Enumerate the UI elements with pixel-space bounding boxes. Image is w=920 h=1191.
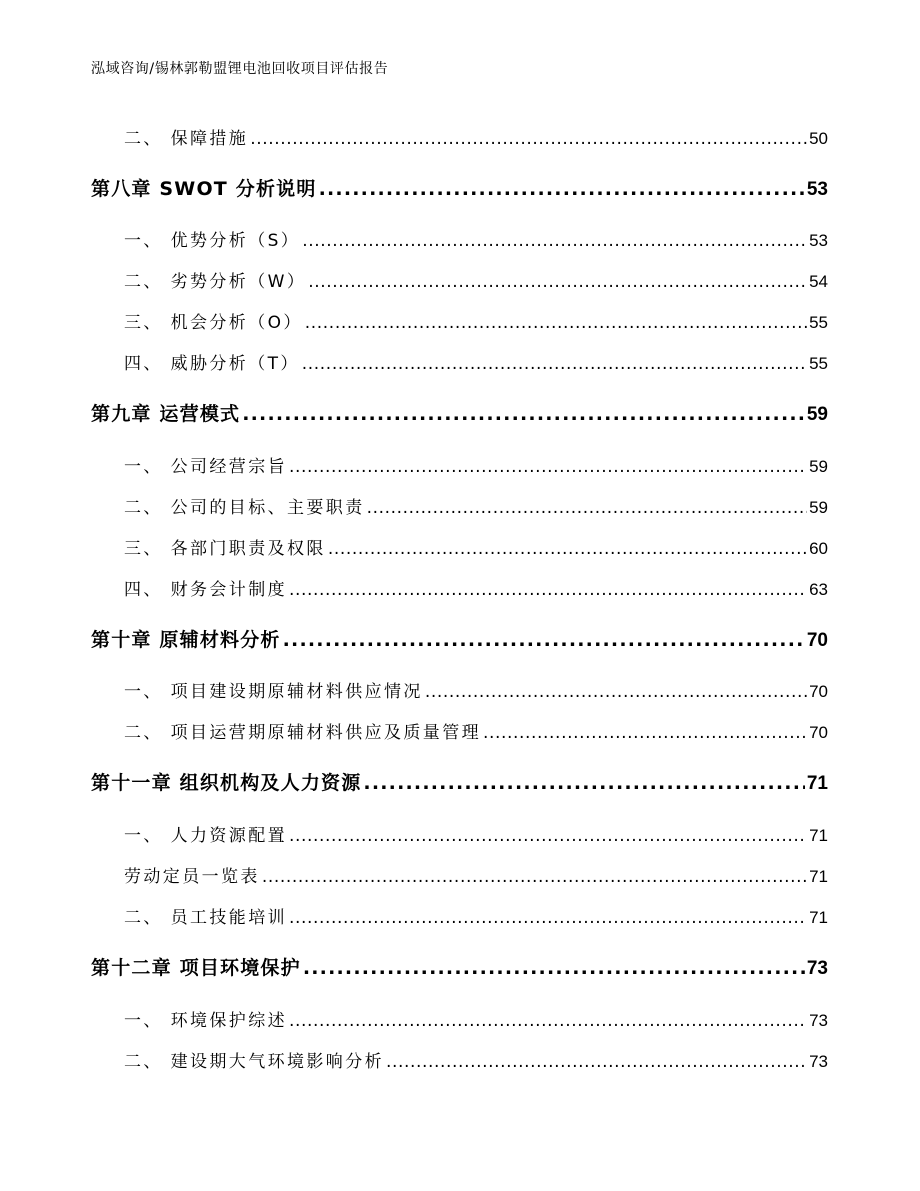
- toc-entry-title: 二、 建设期大气环境影响分析: [124, 1052, 385, 1072]
- toc-leader-dots: [483, 723, 807, 743]
- toc-entry[interactable]: [124, 452, 828, 477]
- toc-leader-dots: [302, 231, 807, 251]
- toc-leader-dots: [328, 539, 807, 559]
- toc-entry-page: 63: [809, 580, 828, 599]
- toc-leader-dots: [302, 354, 807, 374]
- toc-entry-title: 四、 财务会计制度: [124, 580, 288, 600]
- toc-chapter-entry[interactable]: [91, 399, 828, 426]
- toc-chapter-entry[interactable]: [91, 625, 828, 652]
- toc-leader-dots: [242, 403, 805, 425]
- toc-entry[interactable]: [124, 534, 828, 559]
- toc-entry-title: 二、 劣势分析（W）: [124, 272, 307, 292]
- toc-entry-title: 三、 机会分析（O）: [124, 313, 303, 333]
- toc-entry[interactable]: [124, 1006, 828, 1031]
- toc-chapter-entry[interactable]: [91, 768, 828, 795]
- toc-entry[interactable]: [124, 575, 828, 600]
- toc-leader-dots: [262, 867, 807, 887]
- toc-entry-page: 54: [809, 272, 828, 291]
- toc-entry[interactable]: [124, 718, 828, 743]
- toc-entry[interactable]: [124, 903, 828, 928]
- toc-chapter-title: 第十一章 组织机构及人力资源: [91, 772, 362, 794]
- toc-entry-title: 四、 威胁分析（T）: [124, 354, 300, 374]
- toc-leader-dots: [303, 957, 805, 979]
- toc-entry[interactable]: [124, 349, 828, 374]
- toc-leader-dots: [289, 1011, 807, 1031]
- toc-entry-title: 一、 环境保护综述: [124, 1011, 288, 1031]
- toc-chapter-entry[interactable]: [91, 953, 828, 980]
- toc-entry-page: 70: [809, 682, 828, 701]
- toc-chapter-title: 第九章 运营模式: [91, 403, 241, 425]
- toc-chapter-title: 第十二章 项目环境保护: [91, 957, 301, 979]
- toc-entry-page: 71: [809, 908, 828, 927]
- toc-leader-dots: [308, 272, 807, 292]
- toc-entry-title: 二、 项目运营期原辅材料供应及质量管理: [124, 723, 482, 743]
- toc-leader-dots: [425, 682, 807, 702]
- toc-entry-page: 60: [809, 539, 828, 558]
- toc-leader-dots: [386, 1052, 807, 1072]
- toc-entry-page: 53: [809, 231, 828, 250]
- toc-chapter-page: 71: [806, 773, 828, 794]
- toc-leader-dots: [289, 457, 807, 477]
- toc-chapter-page: 73: [806, 958, 828, 979]
- toc-chapter-title: 第十章 原辅材料分析: [91, 629, 281, 651]
- toc-entry[interactable]: [124, 1047, 828, 1072]
- toc-entry-page: 71: [809, 867, 828, 886]
- toc-entry-title: 劳动定员一览表: [124, 867, 260, 887]
- toc-leader-dots: [319, 178, 805, 200]
- toc-entry[interactable]: [124, 677, 828, 702]
- toc-entry[interactable]: [124, 308, 828, 333]
- toc-entry-page: 59: [809, 498, 828, 517]
- toc-entry-page: 71: [809, 826, 828, 845]
- toc-entry-page: 55: [809, 313, 828, 332]
- toc-entry-page: 73: [809, 1052, 828, 1071]
- toc-chapter-entry[interactable]: [91, 174, 828, 201]
- toc-chapter-page: 53: [806, 179, 828, 200]
- toc-entry-title: 三、 各部门职责及权限: [124, 539, 326, 559]
- toc-entry-title: 二、 保障措施: [124, 129, 249, 149]
- toc-leader-dots: [289, 826, 807, 846]
- toc-leader-dots: [367, 498, 807, 518]
- toc-leader-dots: [250, 129, 807, 149]
- toc-leader-dots: [305, 313, 807, 333]
- toc-entry-title: 二、 公司的目标、主要职责: [124, 498, 365, 518]
- toc-entry-title: 一、 优势分析（S）: [124, 231, 301, 251]
- toc-entry[interactable]: [124, 862, 828, 887]
- toc-chapter-title: 第八章 SWOT 分析说明: [91, 178, 317, 200]
- toc-entry-title: 一、 公司经营宗旨: [124, 457, 288, 477]
- toc-entry-page: 70: [809, 723, 828, 742]
- toc-entry[interactable]: [124, 493, 828, 518]
- toc-entry-page: 55: [809, 354, 828, 373]
- toc-entry-page: 73: [809, 1011, 828, 1030]
- toc-leader-dots: [289, 580, 807, 600]
- toc-entry-title: 一、 项目建设期原辅材料供应情况: [124, 682, 423, 702]
- toc-chapter-page: 70: [806, 630, 828, 651]
- toc-chapter-page: 59: [806, 404, 828, 425]
- toc-entry-title: 一、 人力资源配置: [124, 826, 288, 846]
- toc-leader-dots: [363, 772, 804, 794]
- running-header: 泓域咨询/锡林郭勒盟锂电池回收项目评估报告: [91, 61, 389, 77]
- toc-leader-dots: [289, 908, 807, 928]
- toc-entry[interactable]: [124, 821, 828, 846]
- toc-entry[interactable]: [124, 124, 828, 149]
- toc-entry-page: 50: [809, 129, 828, 148]
- toc-entry[interactable]: [124, 226, 828, 251]
- toc-leader-dots: [283, 629, 805, 651]
- toc-entry[interactable]: [124, 267, 828, 292]
- toc-entry-title: 二、 员工技能培训: [124, 908, 288, 928]
- toc-entry-page: 59: [809, 457, 828, 476]
